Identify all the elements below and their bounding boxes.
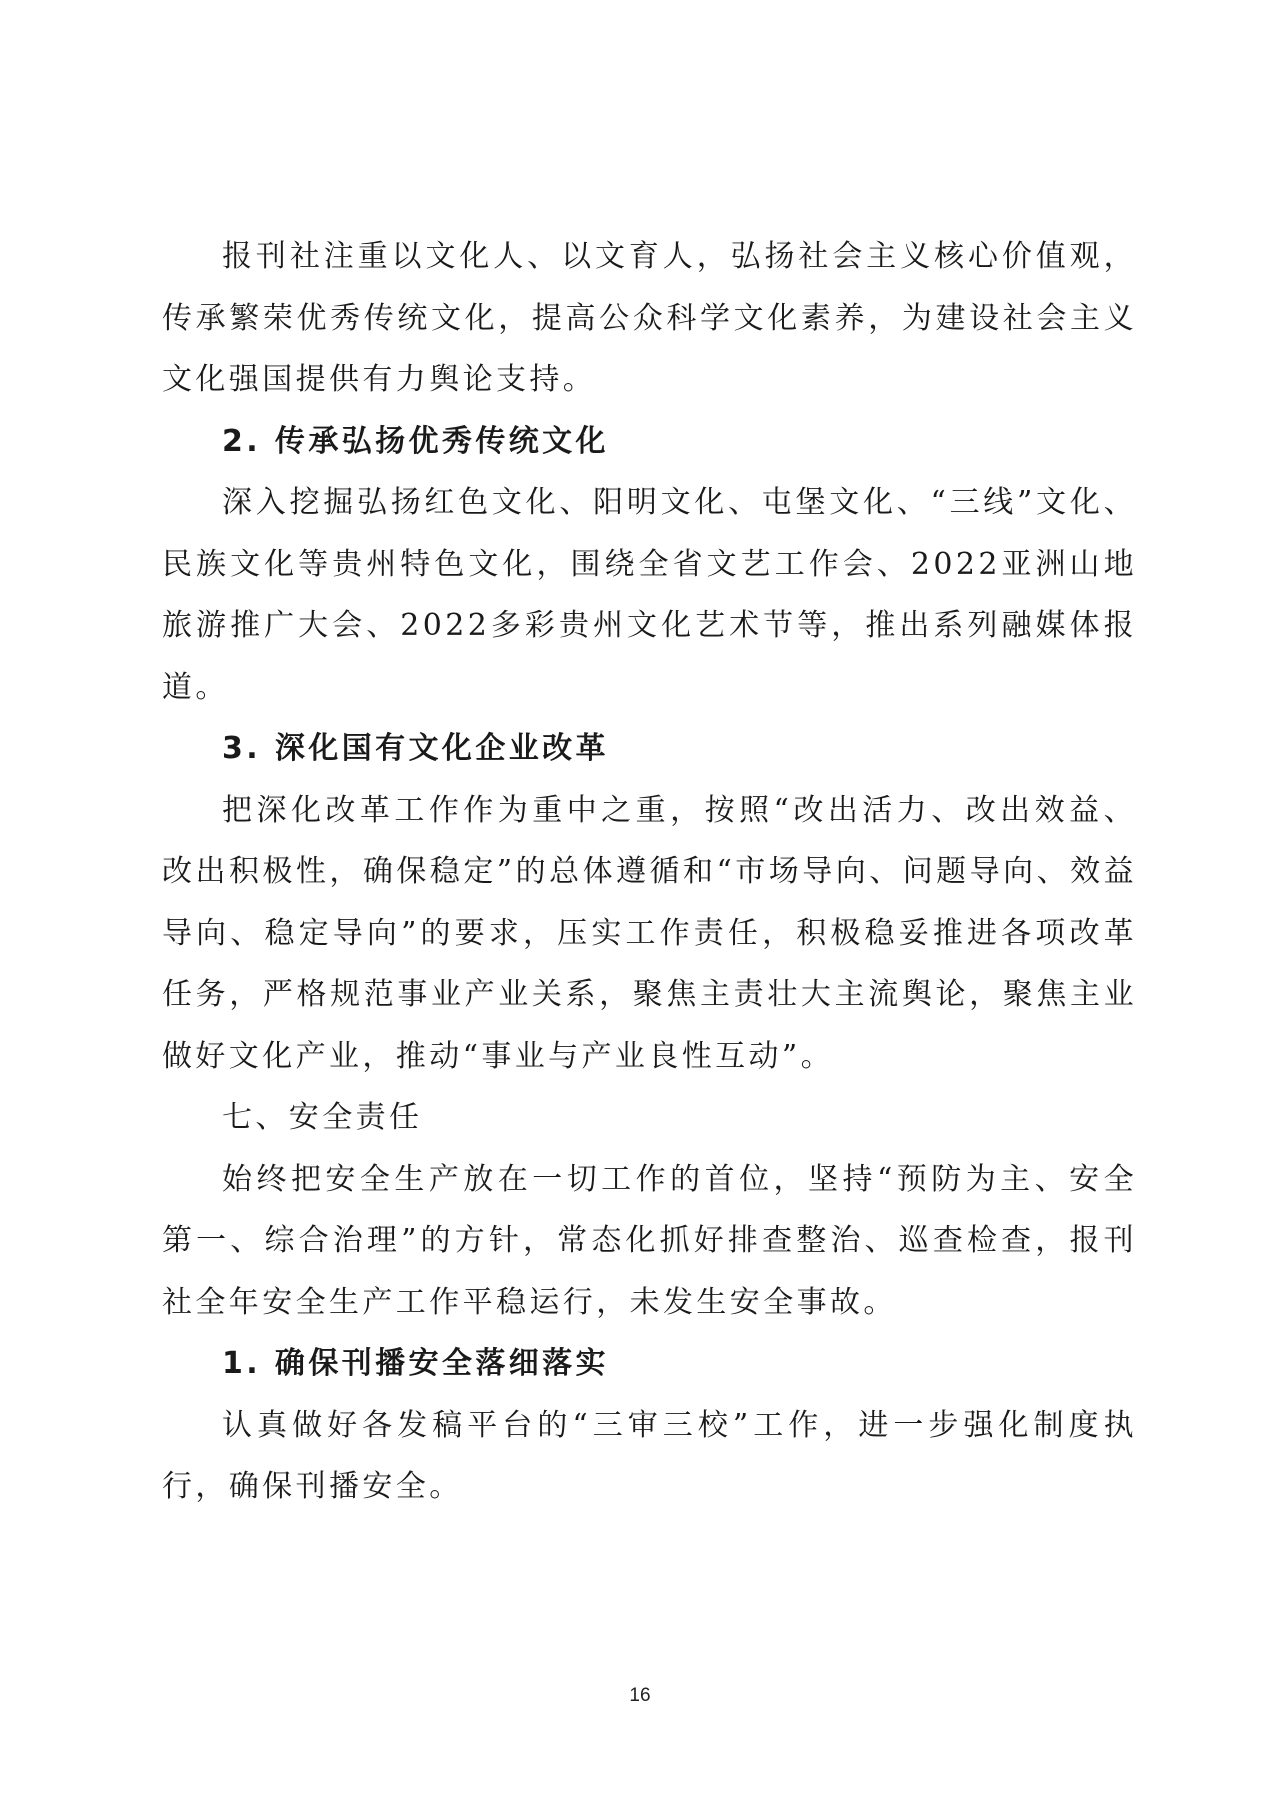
heading-deepen-reform: 3. 深化国有文化企业改革 bbox=[222, 731, 609, 766]
paragraph-three-reviews: 认真做好各发稿平台的“三审三校”工作，进一步强化制度执行，确保刊播安全。 bbox=[162, 1407, 1137, 1504]
paragraph-reform-details: 把深化改革工作作为重中之重，按照“改出活力、改出效益、改出积极性，确保稳定”的总体遵循和“市场导向、问题导向、效益导向、稳定导向”的要求，压实工作责任，积极稳妥推进各项改革任务，严格规范事业产业关系，聚焦主责壮大主流舆论，聚焦主业做好文化产业，推动“事业与产业良性互动”。 bbox=[162, 792, 1137, 1074]
paragraph-safety-production: 始终把安全生产放在一切工作的首位，坚持“预防为主、安全第一、综合治理”的方针，常态化抓好排查整治、巡查检查，报刊社全年安全生产工作平稳运行，未发生安全事故。 bbox=[162, 1161, 1137, 1320]
paragraph-culture-mission: 报刊社注重以文化人、以文育人，弘扬社会主义核心价值观，传承繁荣优秀传统文化，提高公众科学文化素养，为建设社会主义文化强国提供有力舆论支持。 bbox=[162, 239, 1137, 397]
heading-inherit-traditional-culture: 2. 传承弘扬优秀传统文化 bbox=[222, 423, 609, 459]
heading-safety-responsibility: 七、安全责任 bbox=[222, 1100, 423, 1135]
document-body bbox=[162, 226, 1137, 1518]
paragraph-guizhou-culture: 深入挖掘弘扬红色文化、阳明文化、屯堡文化、“三线”文化、民族文化等贵州特色文化，围绕全省文艺工作会、2022亚洲山地旅游推广大会、2022多彩贵州文化艺术节等，推出系列融媒体报道。 bbox=[162, 485, 1137, 705]
heading-broadcast-safety: 1. 确保刊播安全落细落实 bbox=[222, 1346, 609, 1381]
page-number: 16 bbox=[629, 1685, 651, 1706]
